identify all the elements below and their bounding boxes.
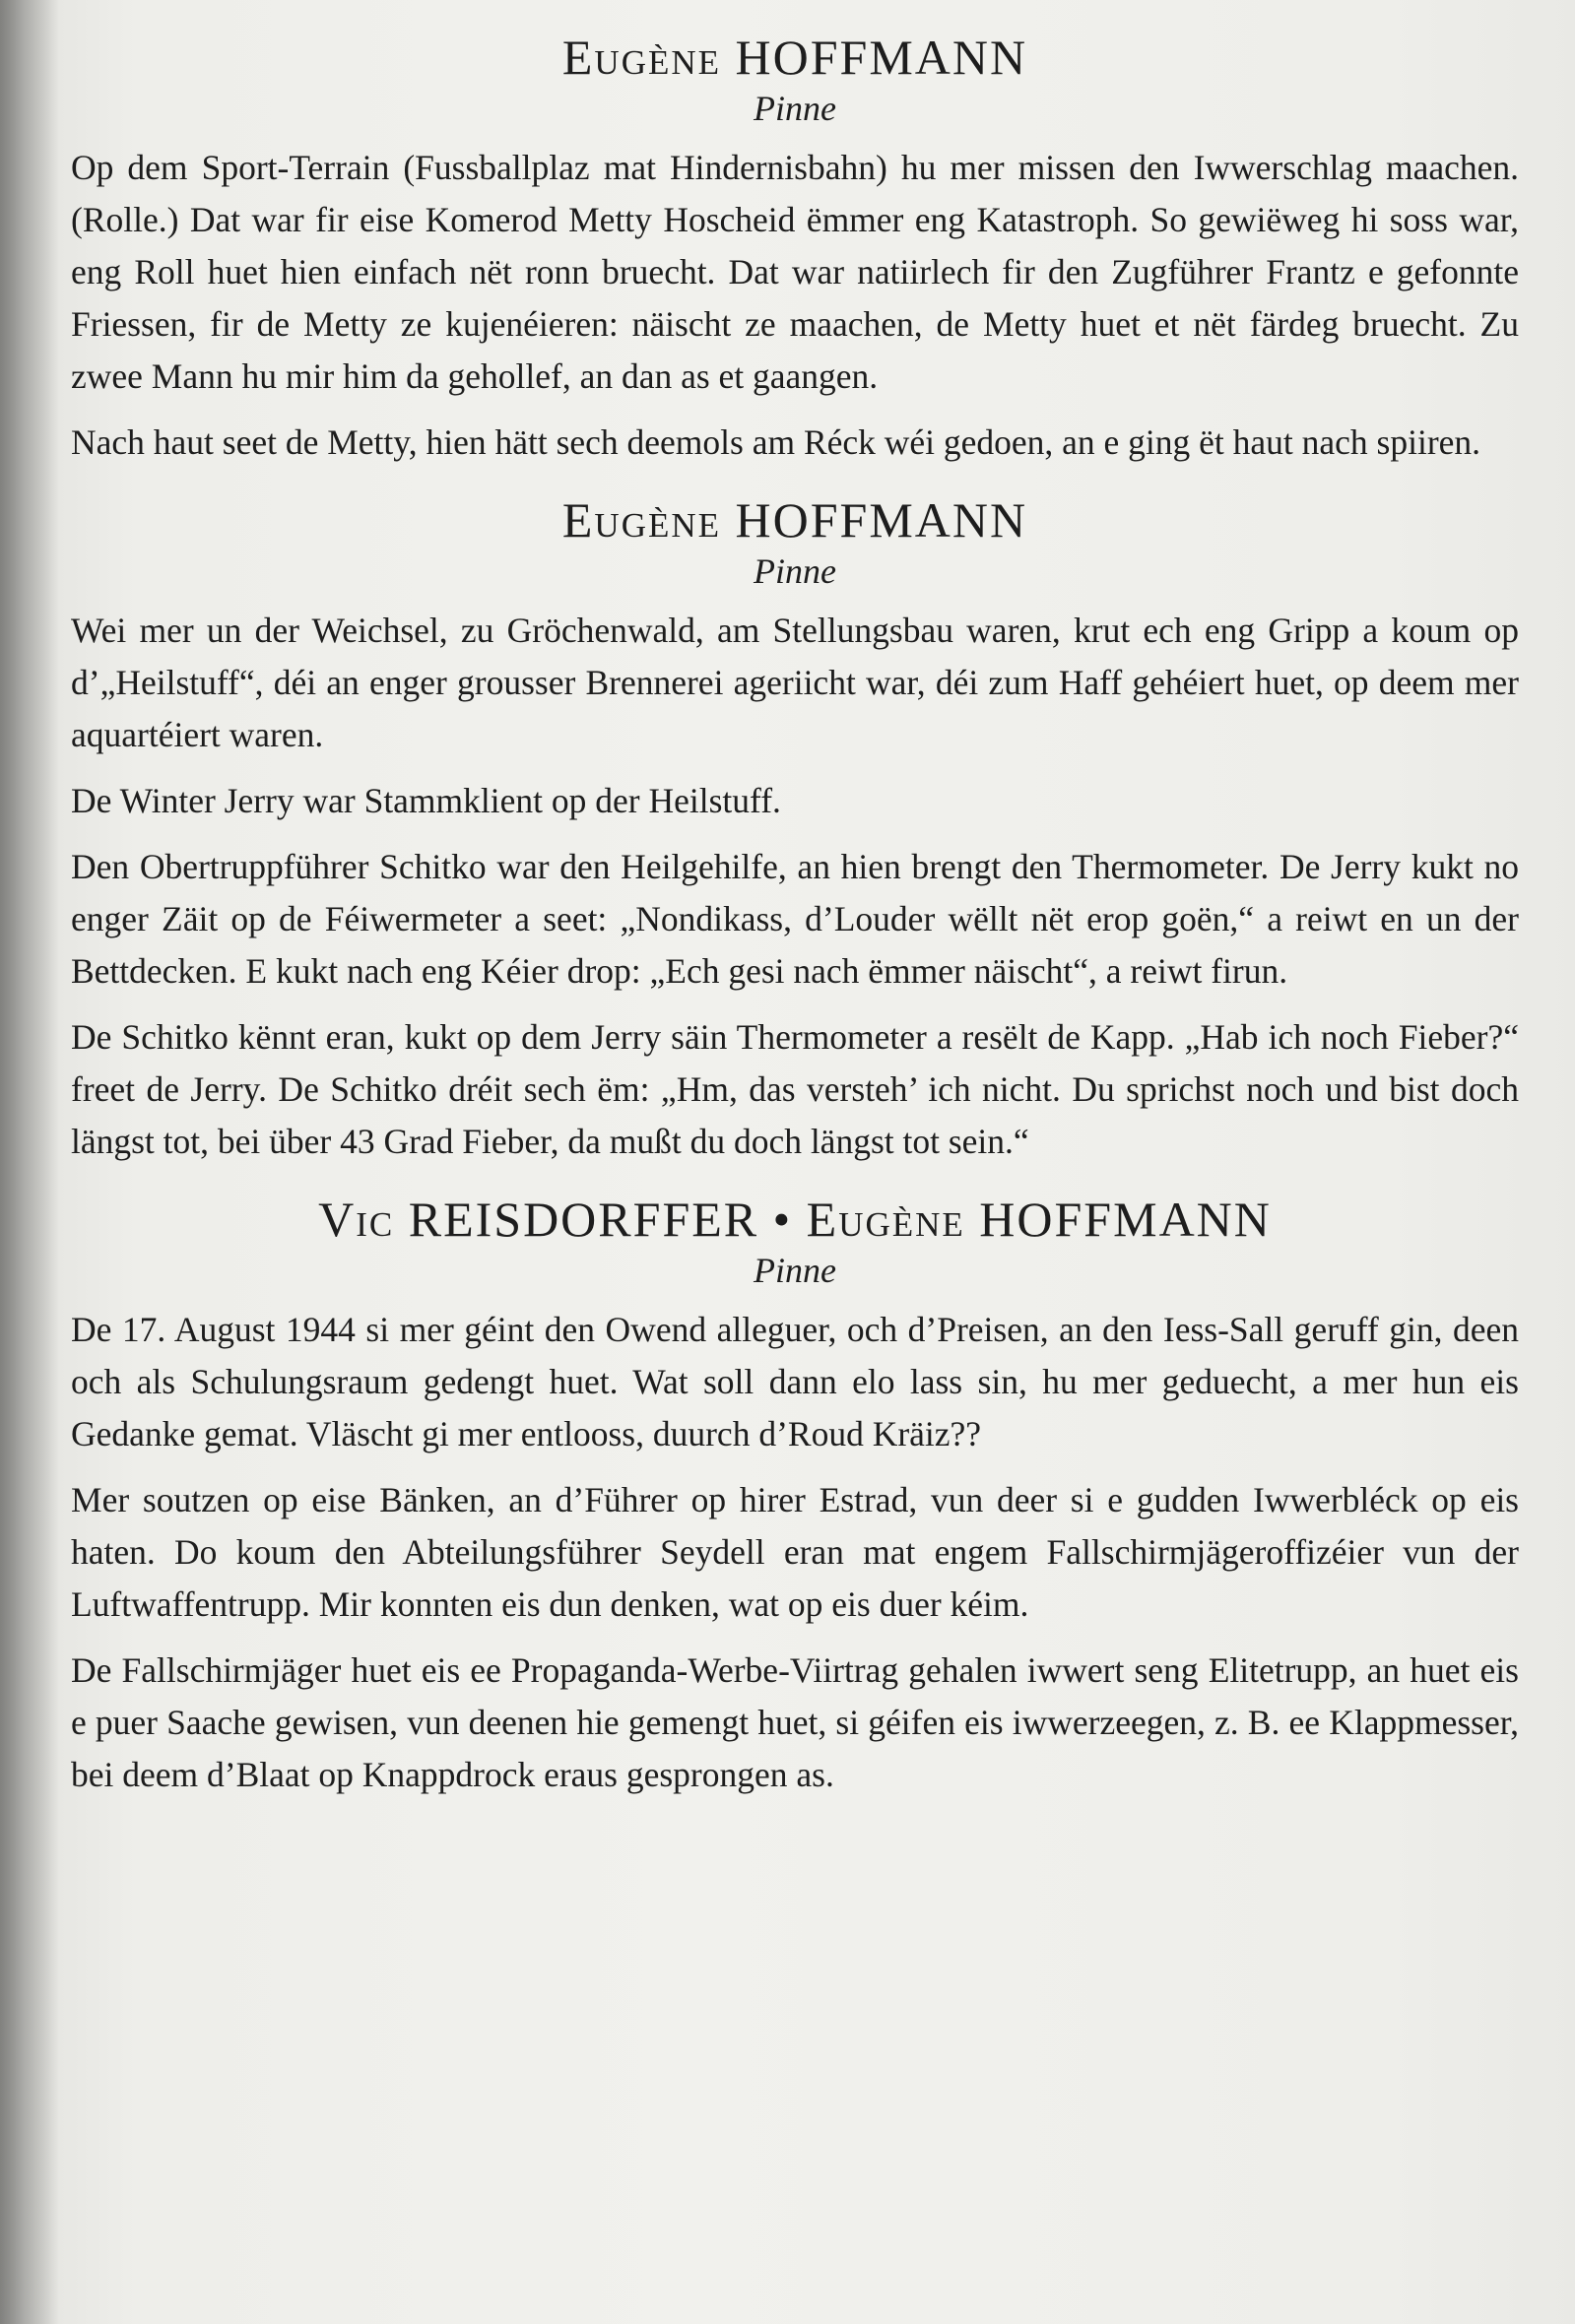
paragraph: De 17. August 1944 si mer géint den Owend alleguer, och d’Preisen, an den Iess-Sall geruff gin, deen och als Schulungsraum gedengt huet. Wat soll dann elo lass sin, hu mer geduecht, a mer hun eis Gedanke gemat. Vläscht gi mer entlooss, duurch d’Roud Kräiz?? bbox=[71, 1310, 1519, 1453]
paragraph: Op dem Sport-Terrain (Fussballplaz mat Hindernisbahn) hu mer missen den Iwwerschlag maachen. (Rolle.) Dat war fir eise Komerod Metty Hoscheid ëmmer eng Katastroph. So gewiëweg hi soss war, eng Roll huet hien einfach nët ronn bruecht. Dat war natiirlech fir den Zugführer Frantz e gefonnte Friessen, fir de Metty ze kujenéieren: näischt ze maachen, de Metty huet et nët färdeg bruecht. Zu zwee Mann hu mir him da gehollef, an dan as et gaangen. bbox=[71, 148, 1519, 396]
paragraph: De Schitko kënnt eran, kukt op dem Jerry säin Thermometer a resëlt de Kapp. „Hab ich noch Fieber?“ freet de Jerry. De Schitko dréit sech ëm: „Hm, das versteh’ ich nicht. Du sprichst noch und bist doch längst tot, bei über 43 Grad Fieber, da mußt du doch längst tot sein.“ bbox=[71, 1017, 1519, 1161]
paragraph: Den Obertruppführer Schitko war den Heilgehilfe, an hien brengt den Thermometer. De Jerry kukt no enger Zäit op de Féiwermeter a seet: „Nondikass, d’Louder wëllt nët erop goën,“ a reiwt en un der Bettdecken. E kukt nach eng Kéier drop: „Ech gesi nach ëmmer näischt“, a reiwt firun. bbox=[71, 847, 1519, 991]
section-heading: Eugène HOFFMANN bbox=[561, 492, 1028, 548]
section-heading: Eugène HOFFMANN bbox=[561, 30, 1028, 85]
section-subheading: Pinne bbox=[754, 551, 836, 591]
section-heading: Vic REISDORFFER • Eugène HOFFMANN bbox=[318, 1192, 1272, 1247]
section-3 bbox=[71, 1190, 1519, 1801]
section-2 bbox=[71, 490, 1519, 1168]
paragraph: Mer soutzen op eise Bänken, an d’Führer op hirer Estrad, vun deer si e gudden Iwwerbléck op eis haten. Do koum den Abteilungsführer Seydell eran mat engem Fallschirmjägeroffizéier vun der Luftwaffentrupp. Mir konnten eis dun denken, wat op eis duer kéim. bbox=[71, 1480, 1519, 1624]
paragraph: De Winter Jerry war Stammklient op der Heilstuff. bbox=[71, 781, 781, 820]
section-1 bbox=[71, 28, 1519, 469]
book-page bbox=[71, 28, 1519, 1823]
paragraph: Wei mer un der Weichsel, zu Gröchenwald, am Stellungsbau waren, krut ech eng Gripp a koum op d’„Heilstuff“, déi an enger grousser Brennerei ageriicht war, déi zum Haff gehéiert huet, op deem mer aquartéiert waren. bbox=[71, 611, 1519, 754]
page-gutter-shadow bbox=[0, 0, 59, 2324]
paragraph: Nach haut seet de Metty, hien hätt sech deemols am Réck wéi gedoen, an e ging ët haut nach spiiren. bbox=[71, 422, 1481, 462]
section-subheading: Pinne bbox=[754, 89, 836, 128]
paragraph: De Fallschirmjäger huet eis ee Propaganda-Werbe-Viirtrag gehalen iwwert seng Elitetrupp, an huet eis e puer Saache gewisen, vun deenen hie gemengt huet, si géifen eis iwwerzeegen, z. B. ee Klappmesser, bei deem d’Blaat op Knappdrock eraus gesprongen as. bbox=[71, 1650, 1519, 1794]
section-subheading: Pinne bbox=[754, 1251, 836, 1290]
